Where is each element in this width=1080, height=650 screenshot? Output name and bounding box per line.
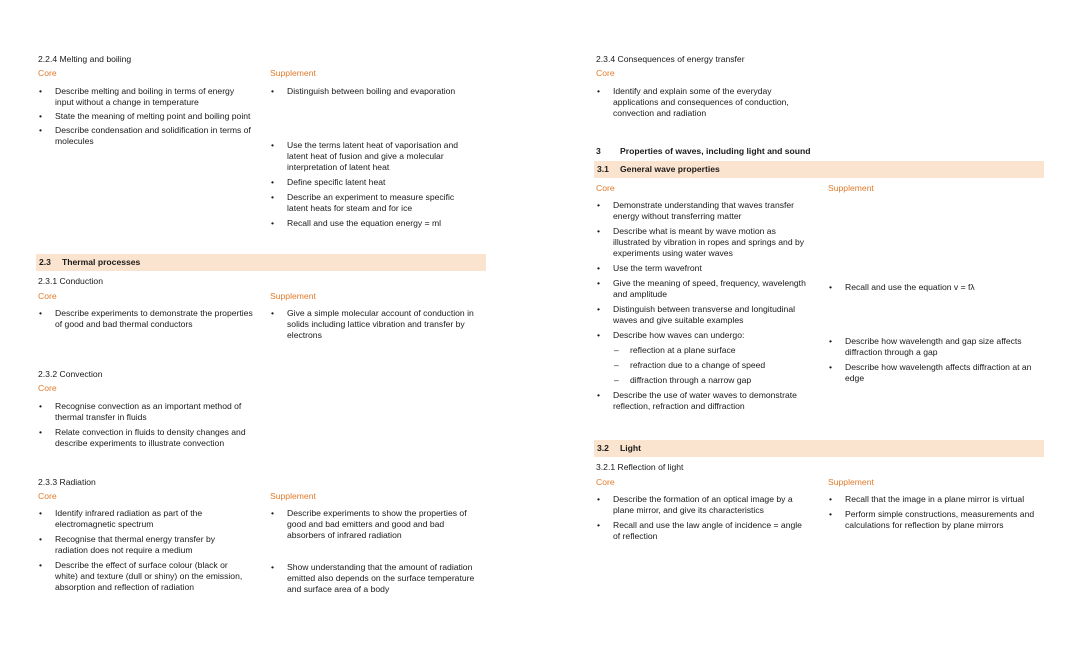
list-item: • Describe how wavelength and gap size affects diffraction through a gap bbox=[829, 336, 1022, 357]
core-label: Core bbox=[596, 183, 615, 193]
list-item: • Perform simple constructions, measurements and calculations for reflection by plane mirrors bbox=[829, 509, 1035, 530]
chapter-heading-waves: 3 Properties of waves, including light and sound bbox=[596, 146, 811, 156]
list-item: • Describe experiments to demonstrate the properties of good and bad thermal conductors bbox=[39, 308, 253, 329]
list-item: • Define specific latent heat bbox=[271, 177, 386, 187]
list-item: • Show understanding that the amount of radiation emitted also depends on the surface temperature and surface area of a body bbox=[271, 562, 475, 594]
section-band-light bbox=[594, 440, 1044, 457]
core-list-convection bbox=[38, 401, 253, 449]
list-item: • Give the meaning of speed, frequency, wavelength and amplitude bbox=[597, 278, 806, 299]
supplement-list-radiation-a bbox=[270, 508, 475, 541]
list-item: • Demonstrate understanding that waves transfer energy without transferring matter bbox=[597, 200, 795, 221]
section-band-thermal-processes bbox=[36, 254, 486, 271]
list-item: • Describe melting and boiling in terms of energy input without a change in temperature bbox=[39, 86, 235, 107]
core-label: Core bbox=[596, 68, 615, 78]
list-item: • Describe condensation and solidification in terms of molecules bbox=[39, 125, 251, 146]
supplement-label: Supplement bbox=[270, 68, 316, 78]
section-heading-melting-boiling: 2.2.4 Melting and boiling bbox=[38, 54, 132, 64]
core-label: Core bbox=[38, 383, 57, 393]
list-item: • Describe the formation of an optical image by a plane mirror, and give its characteristics bbox=[597, 494, 793, 515]
supplement-list-conduction bbox=[270, 308, 485, 341]
section-title: Light bbox=[620, 443, 641, 453]
list-item: • State the meaning of melting point and boiling point bbox=[39, 111, 251, 121]
core-list-consequences bbox=[596, 86, 806, 119]
list-item: • Describe an experiment to measure specific latent heats for steam and for ice bbox=[271, 192, 455, 213]
core-list-general-wave-properties bbox=[596, 200, 808, 412]
list-item: • Relate convection in fluids to density changes and describe experiments to illustrate convection bbox=[39, 427, 246, 448]
supplement-list-wave-equation bbox=[828, 282, 1043, 293]
list-item: • Describe experiments to show the properties of good and bad emitters and good and bad absorbers of infrared radiation bbox=[271, 508, 467, 540]
list-item: • Identify and explain some of the everyday applications and consequences of conduction, convection and radiation bbox=[597, 86, 789, 118]
supplement-label: Supplement bbox=[828, 183, 874, 193]
supplement-list-melting-boiling-a bbox=[270, 86, 475, 97]
supplement-list-diffraction bbox=[828, 336, 1040, 384]
core-list-radiation bbox=[38, 508, 248, 593]
supplement-list-reflection bbox=[828, 494, 1043, 531]
core-label: Core bbox=[38, 491, 57, 501]
list-item: • Describe what is meant by wave motion as illustrated by vibration in ropes and springs and by experiments using water waves bbox=[597, 226, 805, 258]
section-title: General wave properties bbox=[620, 164, 720, 174]
core-label: Core bbox=[38, 68, 57, 78]
list-item: • Describe how wavelength affects diffraction at an edge bbox=[829, 362, 1032, 383]
supplement-label: Supplement bbox=[270, 491, 316, 501]
core-label: Core bbox=[596, 477, 615, 487]
list-item: • Give a simple molecular account of conduction in solids including lattice vibration and transfer by electrons bbox=[271, 308, 474, 340]
section-heading-radiation: 2.3.3 Radiation bbox=[38, 477, 96, 487]
list-item: • Recall and use the law angle of incidence = angle of reflection bbox=[597, 520, 802, 541]
core-list-melting-boiling bbox=[38, 86, 253, 147]
list-item: • Use the term wavefront bbox=[597, 263, 702, 273]
core-list-conduction bbox=[38, 308, 253, 330]
section-heading-consequences-energy-transfer: 2.3.4 Consequences of energy transfer bbox=[596, 54, 745, 64]
core-label: Core bbox=[38, 291, 57, 301]
list-item: • Distinguish between boiling and evaporation bbox=[271, 86, 456, 96]
list-item: • Describe the use of water waves to demonstrate reflection, refraction and diffraction bbox=[597, 390, 797, 411]
section-number: 3.1 bbox=[597, 164, 609, 174]
supplement-list-radiation-b bbox=[270, 562, 475, 595]
list-item: • Identify infrared radiation as part of the electromagnetic spectrum bbox=[39, 508, 203, 529]
list-subitem: – diffraction through a narrow gap bbox=[614, 375, 752, 385]
section-number: 3.2 bbox=[597, 443, 609, 453]
list-item: • Recognise convection as an important method of thermal transfer in fluids bbox=[39, 401, 242, 422]
supplement-list-melting-boiling-b bbox=[270, 140, 475, 229]
section-title: Thermal processes bbox=[62, 257, 141, 267]
list-subitem: – reflection at a plane surface bbox=[614, 345, 736, 355]
list-item: • Describe how waves can undergo: bbox=[597, 330, 745, 340]
supplement-label: Supplement bbox=[270, 291, 316, 301]
section-heading-convection: 2.3.2 Convection bbox=[38, 369, 103, 379]
list-subitem: – refraction due to a change of speed bbox=[614, 360, 766, 370]
list-item: • Recall that the image in a plane mirror is virtual bbox=[829, 494, 1025, 504]
section-heading-conduction: 2.3.1 Conduction bbox=[38, 276, 103, 286]
list-item: • Recall and use the equation v = fλ bbox=[829, 282, 975, 292]
list-item: • Describe the effect of surface colour (black or white) and texture (dull or shiny) on the emission, absorption and reflection of radiation bbox=[39, 560, 243, 592]
list-item: • Distinguish between transverse and longitudinal waves and give suitable examples bbox=[597, 304, 796, 325]
section-band-general-wave-properties bbox=[594, 161, 1044, 178]
core-list-reflection bbox=[596, 494, 808, 542]
list-item: • Recognise that thermal energy transfer by radiation does not require a medium bbox=[39, 534, 216, 555]
list-item: • Recall and use the equation energy = ml bbox=[271, 218, 442, 228]
section-number: 2.3 bbox=[39, 257, 51, 267]
list-item: • Use the terms latent heat of vaporisation and latent heat of fusion and give a molecular interpretation of latent heat bbox=[271, 140, 459, 172]
section-heading-reflection-of-light: 3.2.1 Reflection of light bbox=[596, 462, 684, 472]
supplement-label: Supplement bbox=[828, 477, 874, 487]
